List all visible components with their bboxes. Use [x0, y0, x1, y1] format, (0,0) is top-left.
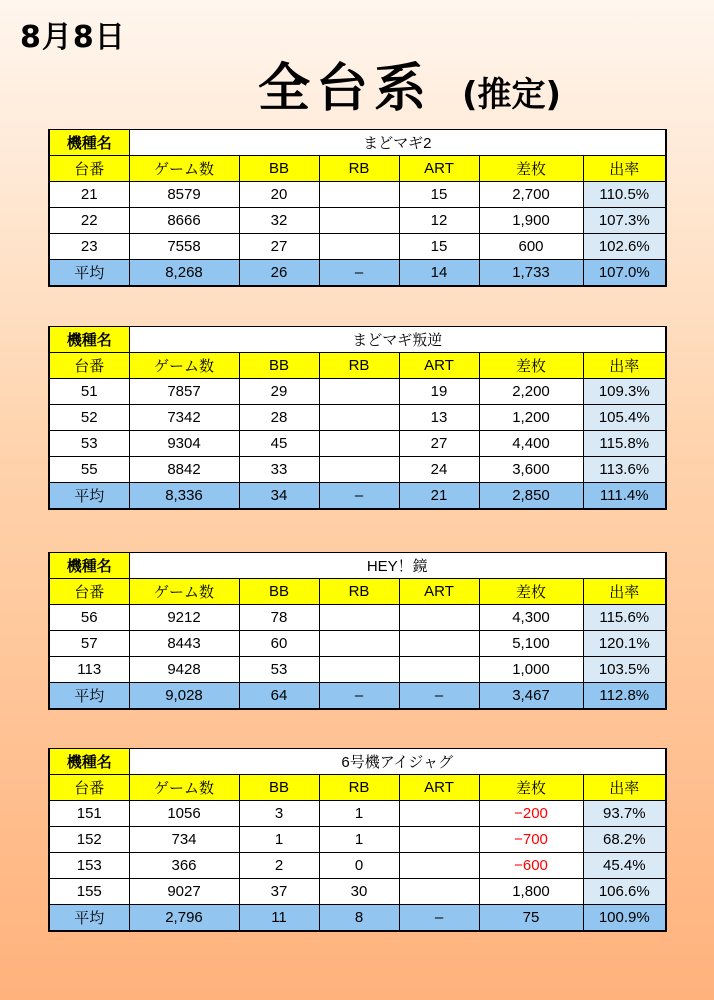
machine-label: 機種名 — [49, 749, 129, 775]
avg-rb: 8 — [319, 905, 399, 932]
machine-table — [48, 748, 667, 932]
column-header-rb: RB — [319, 579, 399, 605]
table-row — [49, 405, 666, 431]
cell-bb: 45 — [239, 431, 319, 457]
machine-table — [48, 552, 667, 710]
machine-table — [48, 326, 667, 510]
cell-games: 7558 — [129, 234, 239, 260]
cell-art: 15 — [399, 234, 479, 260]
cell-bb: 3 — [239, 801, 319, 827]
column-header-bb: BB — [239, 353, 319, 379]
cell-diff: 4,400 — [479, 431, 583, 457]
cell-diff: 1,800 — [479, 879, 583, 905]
cell-bb: 37 — [239, 879, 319, 905]
machine-name: まどマギ2 — [129, 130, 666, 156]
cell-rate: 107.3% — [583, 208, 666, 234]
column-header-rate: 出率 — [583, 579, 666, 605]
column-header-bb: BB — [239, 775, 319, 801]
column-header-rb: RB — [319, 353, 399, 379]
cell-games: 8579 — [129, 182, 239, 208]
table-row — [49, 879, 666, 905]
cell-diff: 4,300 — [479, 605, 583, 631]
cell-games: 9428 — [129, 657, 239, 683]
cell-rate: 105.4% — [583, 405, 666, 431]
machine-name: 6号機アイジャグ — [129, 749, 666, 775]
cell-bb: 27 — [239, 234, 319, 260]
column-header-row — [49, 775, 666, 801]
cell-rate: 106.6% — [583, 879, 666, 905]
column-header-art: ART — [399, 775, 479, 801]
page-title: 全台系 — [258, 59, 433, 119]
cell-rate: 68.2% — [583, 827, 666, 853]
cell-rb — [319, 457, 399, 483]
avg-bb: 34 — [239, 483, 319, 510]
cell-rate: 93.7% — [583, 801, 666, 827]
cell-art: 27 — [399, 431, 479, 457]
cell-bb: 1 — [239, 827, 319, 853]
avg-games: 9,028 — [129, 683, 239, 710]
cell-rb — [319, 657, 399, 683]
avg-diff: 75 — [479, 905, 583, 932]
cell-games: 7342 — [129, 405, 239, 431]
avg-games: 2,796 — [129, 905, 239, 932]
column-header-art: ART — [399, 353, 479, 379]
average-row — [49, 483, 666, 510]
cell-diff: 2,700 — [479, 182, 583, 208]
avg-rb: – — [319, 683, 399, 710]
cell-art — [399, 879, 479, 905]
average-row — [49, 260, 666, 287]
cell-bb: 2 — [239, 853, 319, 879]
table-row — [49, 605, 666, 631]
cell-rb — [319, 405, 399, 431]
cell-bb: 33 — [239, 457, 319, 483]
column-header-row — [49, 353, 666, 379]
avg-diff: 1,733 — [479, 260, 583, 287]
table-row — [49, 431, 666, 457]
cell-rb: 30 — [319, 879, 399, 905]
avg-rb: – — [319, 483, 399, 510]
table-row — [49, 631, 666, 657]
avg-unit: 平均 — [49, 483, 129, 510]
avg-art: 14 — [399, 260, 479, 287]
cell-diff: −600 — [479, 853, 583, 879]
avg-art: – — [399, 683, 479, 710]
cell-art — [399, 631, 479, 657]
avg-art: 21 — [399, 483, 479, 510]
average-row — [49, 905, 666, 932]
column-header-games: ゲーム数 — [129, 775, 239, 801]
cell-rb: 1 — [319, 801, 399, 827]
avg-bb: 11 — [239, 905, 319, 932]
cell-diff: 1,000 — [479, 657, 583, 683]
avg-unit: 平均 — [49, 260, 129, 287]
avg-art: – — [399, 905, 479, 932]
cell-games: 8842 — [129, 457, 239, 483]
cell-games: 8666 — [129, 208, 239, 234]
column-header-diff: 差枚 — [479, 579, 583, 605]
table-row — [49, 208, 666, 234]
cell-games: 1056 — [129, 801, 239, 827]
cell-rate: 109.3% — [583, 379, 666, 405]
cell-unit: 155 — [49, 879, 129, 905]
cell-art — [399, 853, 479, 879]
cell-bb: 53 — [239, 657, 319, 683]
cell-unit: 152 — [49, 827, 129, 853]
cell-games: 8443 — [129, 631, 239, 657]
avg-games: 8,268 — [129, 260, 239, 287]
cell-bb: 60 — [239, 631, 319, 657]
cell-unit: 22 — [49, 208, 129, 234]
avg-games: 8,336 — [129, 483, 239, 510]
cell-diff: 1,200 — [479, 405, 583, 431]
cell-unit: 56 — [49, 605, 129, 631]
page-title-group — [258, 46, 561, 121]
column-header-unit: 台番 — [49, 353, 129, 379]
cell-unit: 52 — [49, 405, 129, 431]
column-header-row — [49, 579, 666, 605]
table-row — [49, 657, 666, 683]
table-row — [49, 182, 666, 208]
cell-rb — [319, 182, 399, 208]
cell-rb — [319, 605, 399, 631]
cell-games: 9304 — [129, 431, 239, 457]
column-header-unit: 台番 — [49, 775, 129, 801]
machine-label: 機種名 — [49, 327, 129, 353]
cell-games: 734 — [129, 827, 239, 853]
column-header-rate: 出率 — [583, 775, 666, 801]
cell-unit: 23 — [49, 234, 129, 260]
cell-art — [399, 657, 479, 683]
cell-art: 12 — [399, 208, 479, 234]
cell-rate: 103.5% — [583, 657, 666, 683]
table-row — [49, 457, 666, 483]
cell-rb: 0 — [319, 853, 399, 879]
cell-rb — [319, 208, 399, 234]
column-header-games: ゲーム数 — [129, 579, 239, 605]
cell-bb: 78 — [239, 605, 319, 631]
column-header-diff: 差枚 — [479, 156, 583, 182]
cell-rb — [319, 234, 399, 260]
cell-diff: 5,100 — [479, 631, 583, 657]
table-row — [49, 827, 666, 853]
average-row — [49, 683, 666, 710]
table-row — [49, 234, 666, 260]
avg-rate: 107.0% — [583, 260, 666, 287]
cell-rate: 102.6% — [583, 234, 666, 260]
column-header-diff: 差枚 — [479, 353, 583, 379]
cell-art: 24 — [399, 457, 479, 483]
machine-table — [48, 129, 667, 287]
cell-rb — [319, 379, 399, 405]
cell-diff: −700 — [479, 827, 583, 853]
cell-art: 13 — [399, 405, 479, 431]
avg-unit: 平均 — [49, 683, 129, 710]
column-header-unit: 台番 — [49, 579, 129, 605]
avg-bb: 26 — [239, 260, 319, 287]
machine-name: まどマギ叛逆 — [129, 327, 666, 353]
cell-rb — [319, 631, 399, 657]
cell-unit: 57 — [49, 631, 129, 657]
machine-name-row — [49, 553, 666, 579]
machine-name-row — [49, 130, 666, 156]
column-header-rate: 出率 — [583, 353, 666, 379]
avg-rate: 111.4% — [583, 483, 666, 510]
column-header-diff: 差枚 — [479, 775, 583, 801]
cell-diff: 600 — [479, 234, 583, 260]
cell-rate: 110.5% — [583, 182, 666, 208]
table-row — [49, 801, 666, 827]
page-date: 8月8日 — [20, 20, 126, 55]
avg-rb: – — [319, 260, 399, 287]
machine-label: 機種名 — [49, 553, 129, 579]
cell-art — [399, 801, 479, 827]
cell-diff: 1,900 — [479, 208, 583, 234]
column-header-art: ART — [399, 156, 479, 182]
cell-games: 9212 — [129, 605, 239, 631]
column-header-art: ART — [399, 579, 479, 605]
cell-diff: 2,200 — [479, 379, 583, 405]
cell-bb: 29 — [239, 379, 319, 405]
cell-rate: 120.1% — [583, 631, 666, 657]
cell-games: 366 — [129, 853, 239, 879]
column-header-rate: 出率 — [583, 156, 666, 182]
machine-name-row — [49, 327, 666, 353]
cell-unit: 55 — [49, 457, 129, 483]
column-header-games: ゲーム数 — [129, 156, 239, 182]
column-header-rb: RB — [319, 775, 399, 801]
cell-unit: 51 — [49, 379, 129, 405]
column-header-unit: 台番 — [49, 156, 129, 182]
column-header-bb: BB — [239, 579, 319, 605]
cell-art: 15 — [399, 182, 479, 208]
cell-games: 7857 — [129, 379, 239, 405]
cell-art: 19 — [399, 379, 479, 405]
avg-bb: 64 — [239, 683, 319, 710]
cell-rb — [319, 431, 399, 457]
machine-name: HEY！鏡 — [129, 553, 666, 579]
cell-unit: 151 — [49, 801, 129, 827]
column-header-rb: RB — [319, 156, 399, 182]
cell-diff: 3,600 — [479, 457, 583, 483]
cell-rate: 45.4% — [583, 853, 666, 879]
avg-unit: 平均 — [49, 905, 129, 932]
avg-diff: 3,467 — [479, 683, 583, 710]
machine-name-row — [49, 749, 666, 775]
cell-rate: 115.8% — [583, 431, 666, 457]
cell-bb: 28 — [239, 405, 319, 431]
avg-diff: 2,850 — [479, 483, 583, 510]
cell-art — [399, 827, 479, 853]
cell-art — [399, 605, 479, 631]
cell-bb: 32 — [239, 208, 319, 234]
table-row — [49, 853, 666, 879]
cell-rate: 115.6% — [583, 605, 666, 631]
avg-rate: 100.9% — [583, 905, 666, 932]
column-header-bb: BB — [239, 156, 319, 182]
cell-unit: 113 — [49, 657, 129, 683]
table-row — [49, 379, 666, 405]
cell-rate: 113.6% — [583, 457, 666, 483]
cell-bb: 20 — [239, 182, 319, 208]
cell-unit: 53 — [49, 431, 129, 457]
cell-games: 9027 — [129, 879, 239, 905]
page-subtitle: (推定) — [462, 75, 562, 115]
cell-rb: 1 — [319, 827, 399, 853]
cell-diff: −200 — [479, 801, 583, 827]
avg-rate: 112.8% — [583, 683, 666, 710]
column-header-row — [49, 156, 666, 182]
column-header-games: ゲーム数 — [129, 353, 239, 379]
machine-label: 機種名 — [49, 130, 129, 156]
cell-unit: 21 — [49, 182, 129, 208]
cell-unit: 153 — [49, 853, 129, 879]
